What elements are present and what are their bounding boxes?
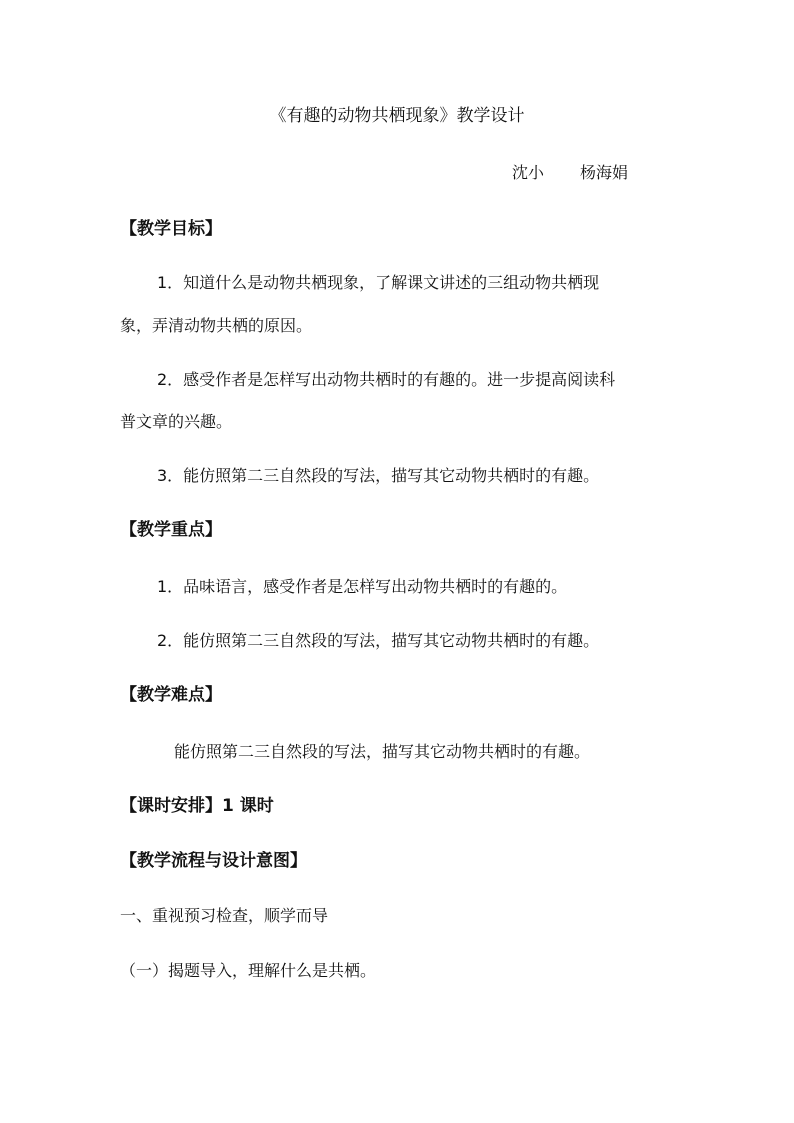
section-heading-schedule: 【课时安排】1 课时 [120,796,274,816]
process-substep-1: （一）揭题导入，理解什么是共栖。 [120,961,377,980]
objective-item-1: 1．知道什么是动物共栖现象，了解课文讲述的三组动物共栖现 [157,273,600,292]
author-line [512,162,628,184]
author-name: 杨海娟 [580,163,629,182]
section-heading-process: 【教学流程与设计意图】 [120,851,307,871]
key-point-item-1: 1．品味语言，感受作者是怎样写出动物共栖时的有趣的。 [157,577,568,596]
section-heading-key-points: 【教学重点】 [120,520,222,540]
key-point-item-2: 2．能仿照第二三自然段的写法，描写其它动物共栖时的有趣。 [157,631,600,650]
objective-item-2-continued: 普文章的兴趣。 [120,412,233,431]
author-name: 沈小 [512,163,545,182]
process-step-1: 一、重视预习检查，顺学而导 [120,906,329,925]
objective-item-1-continued: 象，弄清动物共栖的原因。 [120,316,313,335]
objective-item-3: 3．能仿照第二三自然段的写法，描写其它动物共栖时的有趣。 [157,466,600,485]
section-heading-difficulties: 【教学难点】 [120,685,222,705]
objective-item-2: 2．感受作者是怎样写出动物共栖时的有趣的。进一步提高阅读科 [157,370,616,389]
difficulty-text: 能仿照第二三自然段的写法，描写其它动物共栖时的有趣。 [174,742,591,761]
section-heading-objectives: 【教学目标】 [120,219,222,239]
document-title: 《有趣的动物共栖现象》教学设计 [269,106,525,126]
